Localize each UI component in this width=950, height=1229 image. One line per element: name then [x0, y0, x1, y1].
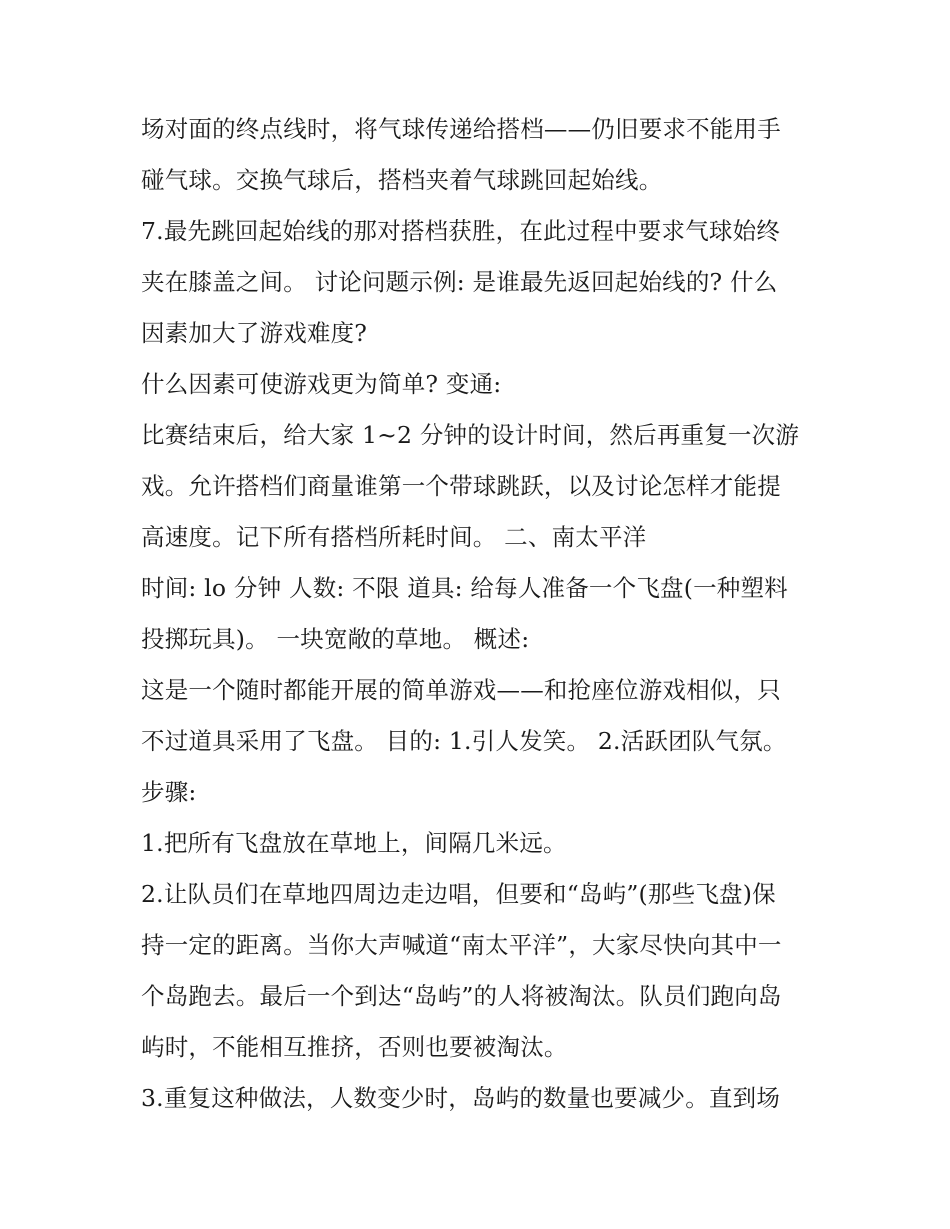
text-line: 个岛跑去。最后一个到达“岛屿”的人将被淘汰。队员们跑向岛	[141, 982, 782, 1010]
text-line: 时间: lo 分钟 人数: 不限 道具: 给每人准备一个飞盘(一种塑料	[141, 574, 788, 602]
text-line: 比赛结束后，给大家 1~2 分钟的设计时间，然后再重复一次游	[141, 421, 800, 449]
text-line: 场对面的终点线时，将气球传递给搭档——仍旧要求不能用手	[141, 115, 781, 143]
document-body	[141, 104, 821, 1124]
text-line: 因素加大了游戏难度?	[141, 319, 368, 347]
text-line: 步骤:	[141, 778, 197, 806]
text-line: 投掷玩具)。 一块宽敞的草地。 概述:	[141, 625, 530, 653]
text-line: 屿时，不能相互推挤，否则也要被淘汰。	[141, 1033, 568, 1061]
text-line: 7.最先跳回起始线的那对搭档获胜，在此过程中要求气球始终	[141, 217, 781, 245]
text-line: 戏。允许搭档们商量谁第一个带球跳跃，以及讨论怎样才能提	[141, 472, 781, 500]
text-line: 夹在膝盖之间。 讨论问题示例: 是谁最先返回起始线的? 什么	[141, 268, 778, 296]
text-line: 不过道具采用了飞盘。 目的: 1.引人发笑。 2.活跃团队气氛。	[141, 727, 787, 755]
text-line: 2.让队员们在草地四周边走边唱，但要和“岛屿”(那些飞盘)保	[141, 880, 776, 908]
text-line: 什么因素可使游戏更为简单? 变通:	[141, 370, 502, 398]
text-line: 高速度。记下所有搭档所耗时间。 二、南太平洋	[141, 523, 647, 551]
text-line: 1.把所有飞盘放在草地上，间隔几米远。	[141, 829, 567, 857]
text-line: 这是一个随时都能开展的简单游戏——和抢座位游戏相似，只	[141, 676, 781, 704]
text-line: 持一定的距离。当你大声喊道“南太平洋”，大家尽快向其中一	[141, 931, 782, 959]
text-line: 碰气球。交换气球后，搭档夹着气球跳回起始线。	[141, 166, 663, 194]
text-line: 3.重复这种做法，人数变少时，岛屿的数量也要减少。直到场	[141, 1084, 781, 1112]
